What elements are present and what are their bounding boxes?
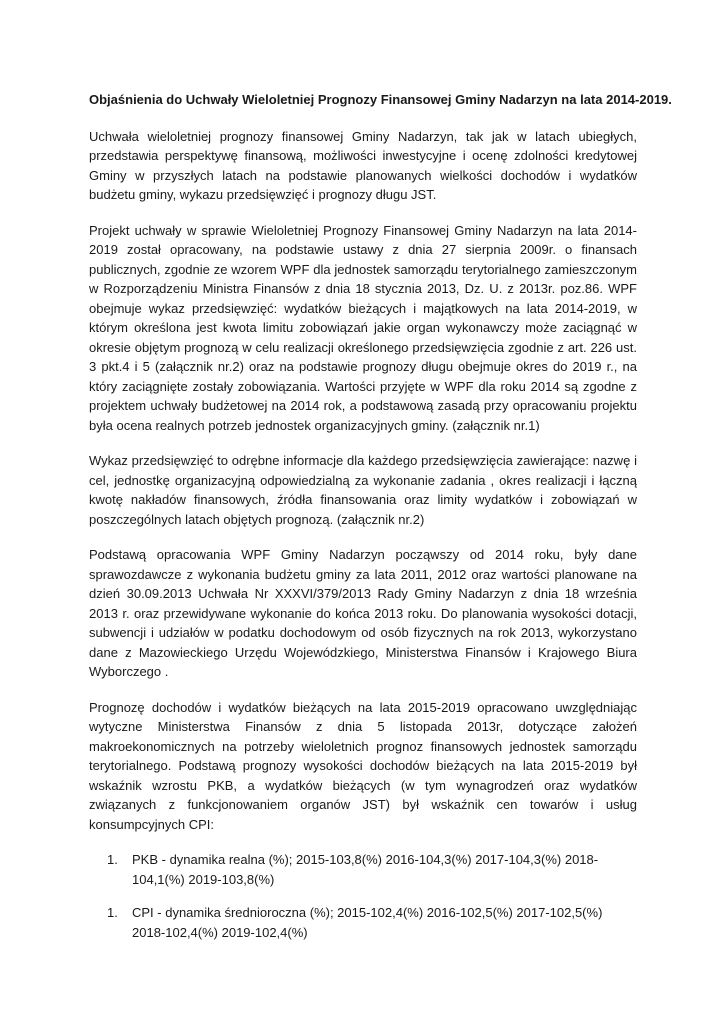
- list-item-number: 1.: [107, 852, 118, 867]
- list-item-text: CPI - dynamika średnioroczna (%); 2015-102,4(%) 2016-102,5(%) 2017-102,5(%) 2018-102,4(%) 2019-102,4(%): [132, 905, 603, 940]
- paragraph-basis: Podstawą opracowania WPF Gminy Nadarzyn począwszy od 2014 roku, były dane sprawozdawcze z wykonania budżetu gminy za lata 2011, 2012 oraz wartości planowane na dzień 30.09.2013 Uchwała Nr XXXVI/379/2013 Rady Gminy Nadarzyn z dnia 18 września 2013 r. oraz przewidywane wykonanie do końca 2013 roku. Do planowania wysokości dotacji, subwencji i udziałów w podatku dochodowym od osób fizycznych na rok 2013, wykorzystano dane z Mazowieckiego Urzędu Wojewódzkiego, Ministerstwa Finansów i Krajowego Biura Wyborczego .: [89, 547, 637, 679]
- paragraph-forecast: Prognozę dochodów i wydatków bieżących na lata 2015-2019 opracowano uwzględniając wytyczne Ministerstwa Finansów z dnia 5 listopada 2013r, dotyczące założeń makroekonomicznych na potrzeby wieloletnich prognoz finansowych jednostek samorządu terytorialnego. Podstawą prognozy wysokości dochodów bieżących na lata 2015-2019 był wskaźnik wzrostu PKB, a wydatków bieżących (w tym wynagrodzeń oraz wydatków związanych z funkcjonowaniem organów JST) był wskaźnik cen towarów i usług konsumpcyjnych CPI:: [89, 699, 637, 832]
- list-item-text: PKB - dynamika realna (%); 2015-103,8(%) 2016-104,3(%) 2017-104,3(%) 2018-104,1(%) 2019-103,8(%): [132, 852, 599, 887]
- document-page: [89, 90, 672, 956]
- paragraph-intro: Uchwała wieloletniej prognozy finansowej Gminy Nadarzyn, tak jak w latach ubiegłych, przedstawia perspektywę finansową, możliwości inwestycyjne i ocenę zdolności kredytowej Gminy w przyszłych latach na podstawie planowanych wielkości dochodów i wydatków budżetu gminy, wykazu przedsięwzięć i prognozy długu JST.: [89, 128, 637, 202]
- list-item-pkb: [89, 850, 637, 889]
- document-title: Objaśnienia do Uchwały Wieloletniej Prognozy Finansowej Gminy Nadarzyn na lata 2014-2019.: [89, 92, 672, 107]
- list-item-number: 1.: [107, 905, 118, 920]
- indicator-list: [89, 850, 637, 942]
- list-item-cpi: [89, 903, 637, 942]
- paragraph-project: Projekt uchwały w sprawie Wieloletniej Prognozy Finansowej Gminy Nadarzyn na lata 2014-2019 został opracowany, na podstawie ustawy z dnia 27 sierpnia 2009r. o finansach publicznych, zgodnie ze wzorem WPF dla jednostek samorządu terytorialnego zamieszczonym w Rozporządzeniu Ministra Finansów z dnia 18 stycznia 2013, Dz. U. z 2013r. poz.86. WPF obejmuje wykaz przedsięwzięć: wydatków bieżących i majątkowych na lata 2014-2019, w którym określona jest kwota limitu zobowiązań jakie organ wykonawczy może zaciągnąć w okresie objętym prognozą w celu realizacji określonego przedsięwzięcia zgodnie z art. 226 ust. 3 pkt.4 i 5 (załącznik nr.2) oraz na podstawie prognozy długu obejmuje okres do 2019 r., na który zaciągnięte zostały zobowiązania. Wartości przyjęte w WPF dla roku 2014 są zgodne z projektem uchwały budżetowej na 2014 rok, a podstawową zasadą przy opracowaniu projektu była ocena realnych potrzeb jednostek organizacyjnych gminy. (załącznik nr.1): [89, 222, 637, 433]
- paragraph-undertakings: Wykaz przedsięwzięć to odrębne informacje dla każdego przedsięwzięcia zawierające: nazwę i cel, jednostkę organizacyjną odpowiedzialną za wykonanie zadania , okres realizacji i łączną kwotę nakładów finansowych, źródła finansowania oraz limity wydatków i zobowiązań w poszczególnych latach objętych prognozą. (załącznik nr.2): [89, 453, 637, 527]
